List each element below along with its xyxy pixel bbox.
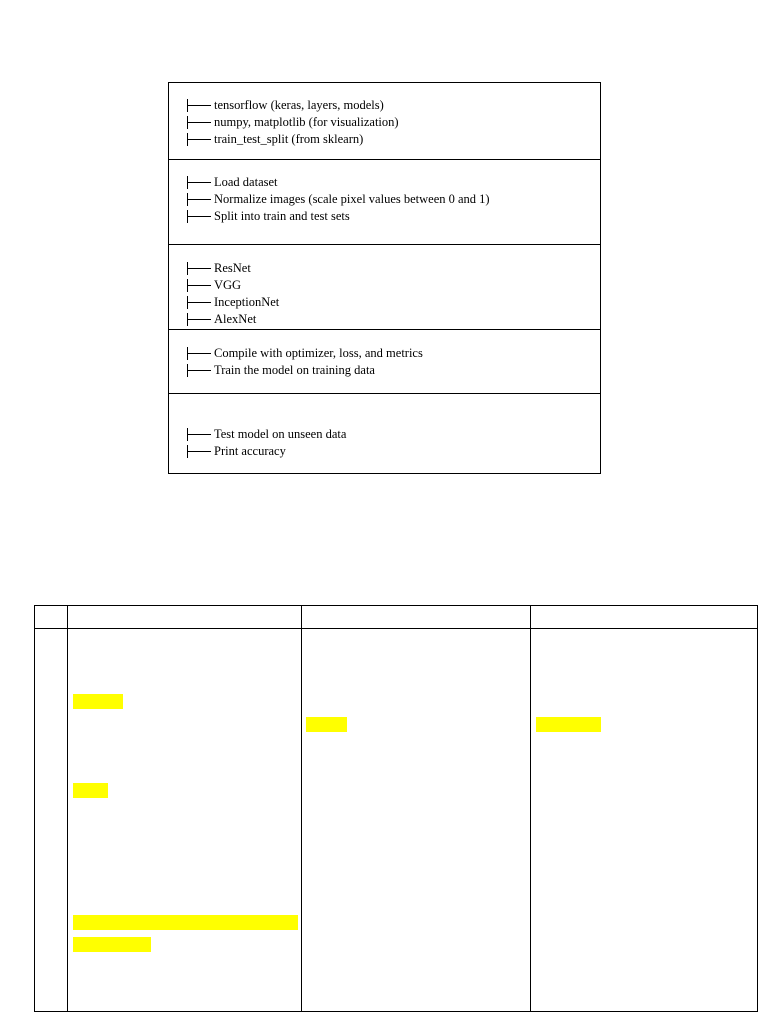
tree-branch-icon bbox=[187, 260, 212, 277]
outline-item bbox=[187, 191, 490, 208]
outline-item bbox=[187, 443, 286, 460]
outline-item-label: AlexNet bbox=[214, 312, 257, 326]
outline-item-label: ResNet bbox=[214, 261, 251, 275]
outline-item-label: Split into train and test sets bbox=[214, 209, 350, 223]
outline-item bbox=[187, 260, 251, 277]
table-column-divider bbox=[67, 605, 68, 1012]
highlight-mark bbox=[73, 915, 298, 930]
outline-item-label: Train the model on training data bbox=[214, 363, 375, 377]
outline-item-label: InceptionNet bbox=[214, 295, 280, 309]
tree-branch-icon bbox=[187, 191, 212, 208]
outline-item bbox=[187, 362, 375, 379]
outline-item bbox=[187, 97, 384, 114]
table-bottom-border bbox=[34, 1011, 758, 1012]
outline-item bbox=[187, 426, 346, 443]
outline-section-evaluation bbox=[169, 394, 600, 473]
tree-branch-icon bbox=[187, 131, 212, 148]
highlight-mark bbox=[73, 694, 123, 709]
outline-item-label: Print accuracy bbox=[214, 444, 286, 458]
outline-item-label: train_test_split (from sklearn) bbox=[214, 132, 364, 146]
tree-branch-icon bbox=[187, 208, 212, 225]
highlight-mark bbox=[306, 717, 347, 732]
outline-item bbox=[187, 311, 256, 328]
tree-branch-icon bbox=[187, 174, 212, 191]
outline-item bbox=[187, 131, 363, 148]
tree-branch-icon bbox=[187, 362, 212, 379]
outline-section-models bbox=[169, 245, 600, 330]
outline-item-label: numpy, matplotlib (for visualization) bbox=[214, 115, 399, 129]
table-header-cell bbox=[531, 606, 757, 628]
tree-branch-icon bbox=[187, 277, 212, 294]
code-outline-box bbox=[168, 82, 601, 474]
tree-branch-icon bbox=[187, 311, 212, 328]
outline-item-label: Normalize images (scale pixel values between 0 and 1) bbox=[214, 192, 490, 206]
outline-section-data bbox=[169, 160, 600, 245]
outline-item bbox=[187, 277, 241, 294]
outline-item bbox=[187, 174, 278, 191]
tree-branch-icon bbox=[187, 426, 212, 443]
outline-item bbox=[187, 294, 279, 311]
highlight-mark bbox=[73, 783, 108, 798]
outline-item-label: Load dataset bbox=[214, 175, 278, 189]
table-column-divider bbox=[301, 605, 302, 1012]
outline-item bbox=[187, 208, 350, 225]
table-header-cell bbox=[302, 606, 530, 628]
highlight-mark bbox=[73, 937, 151, 952]
highlight-mark bbox=[536, 717, 601, 732]
outline-item-label: VGG bbox=[214, 278, 242, 292]
outline-item-label: Compile with optimizer, loss, and metrics bbox=[214, 346, 423, 360]
outline-section-imports bbox=[169, 83, 600, 160]
outline-item-label: tensorflow (keras, layers, models) bbox=[214, 98, 384, 112]
outline-item-label: Test model on unseen data bbox=[214, 427, 347, 441]
outline-section-training bbox=[169, 330, 600, 394]
table-header-cell bbox=[35, 606, 67, 628]
table-right-border bbox=[757, 605, 758, 1012]
table-header-divider bbox=[34, 628, 758, 629]
table-column-divider bbox=[530, 605, 531, 1012]
outline-item bbox=[187, 345, 423, 362]
tree-branch-icon bbox=[187, 114, 212, 131]
tree-branch-icon bbox=[187, 294, 212, 311]
tree-branch-icon bbox=[187, 345, 212, 362]
table-header-cell bbox=[68, 606, 301, 628]
table-left-border bbox=[34, 605, 35, 1012]
outline-item bbox=[187, 114, 399, 131]
tree-branch-icon bbox=[187, 97, 212, 114]
tree-branch-icon bbox=[187, 443, 212, 460]
